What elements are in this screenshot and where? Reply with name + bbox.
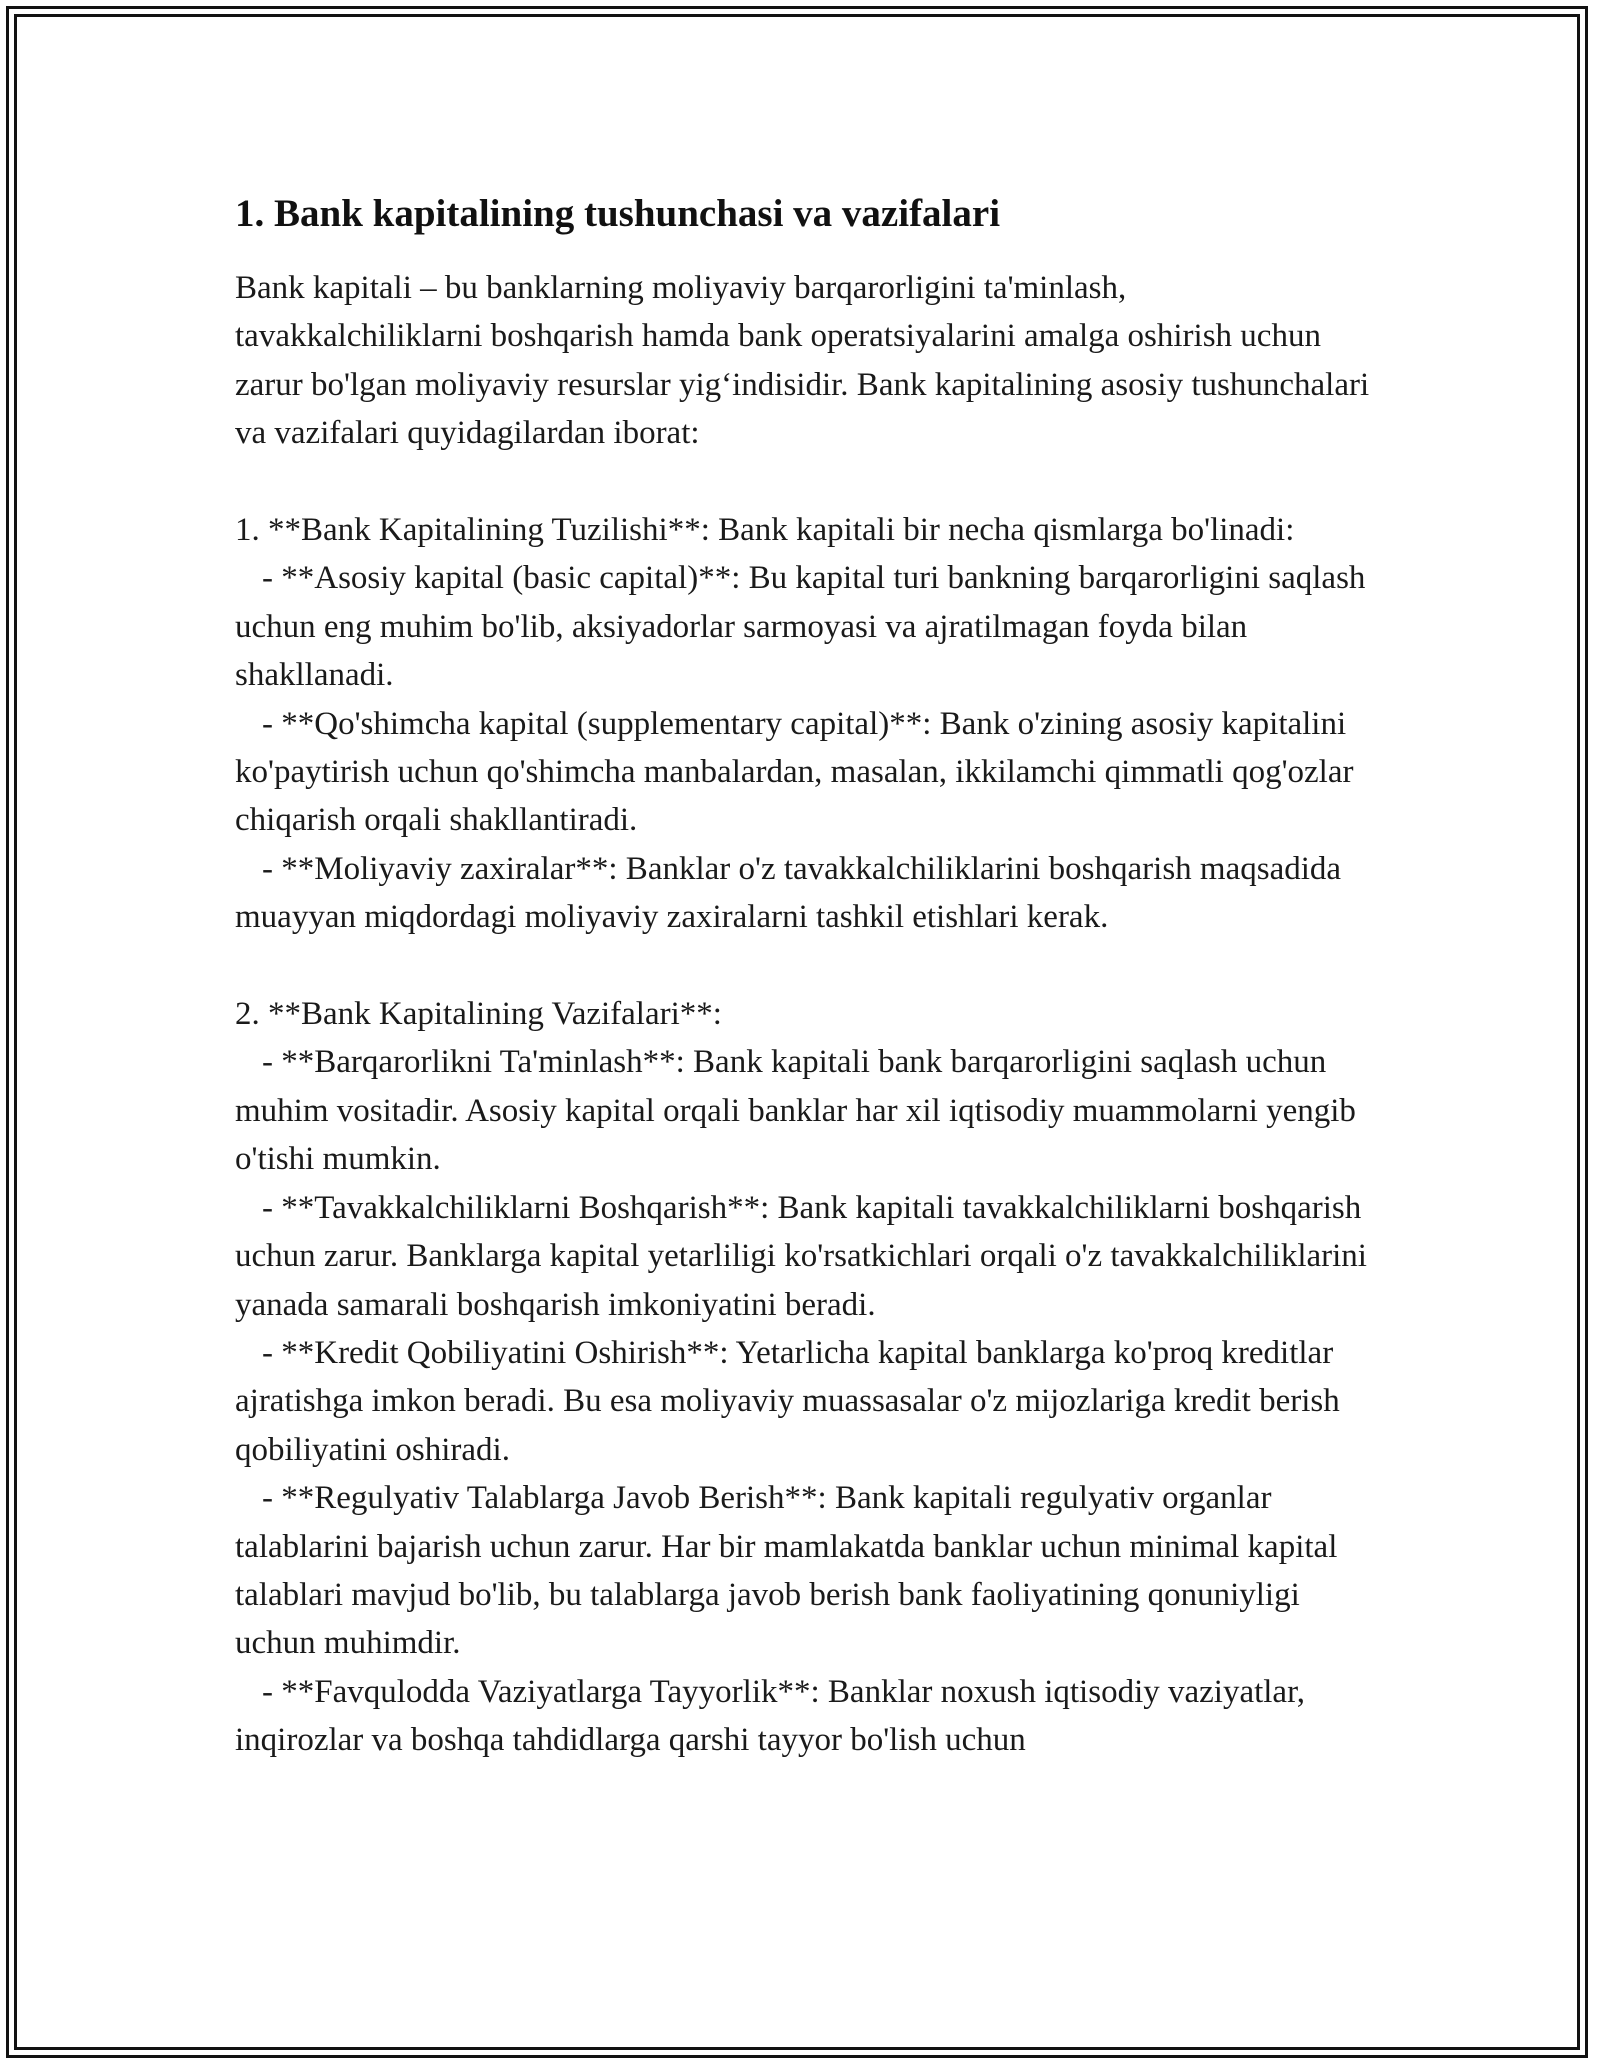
list-item-text: - **Moliyaviy zaxiralar**: Banklar o'z tavakkalchiliklarini boshqarish maqsadida muayyan miqdordagi moliyaviy zaxiralarni tashkil etishlari kerak. <box>235 850 1342 936</box>
list-item-text: - **Qo'shimcha kapital (supplementary capital)**: Bank o'zining asosiy kapitalini ko'paytirish uchun qo'shimcha manbalardan, masalan, ikkilamchi qimmatli qog'ozlar chiqarish orqali shakllantiradi. <box>235 705 1354 839</box>
list-item-text: - **Asosiy kapital (basic capital)**: Bu kapital turi bankning barqarorligini saqlash uchun eng muhim bo'lib, aksiyadorlar sarmoyasi va ajratilmagan foyda bilan shakllanadi. <box>235 560 1366 694</box>
list-item-text: - **Barqarorlikni Ta'minlash**: Bank kapitali bank barqarorligini saqlash uchun muhim vositadir. Asosiy kapital orqali banklar har xil iqtisodiy muammolarni yengib o'tishi mumkin. <box>235 1044 1356 1178</box>
document-body <box>235 186 1375 1765</box>
blank-line <box>235 458 1375 506</box>
list-item <box>235 1184 1375 1329</box>
list-item-text: - **Regulyativ Talablarga Javob Berish**: Bank kapitali regulyativ organlar talablarini bajarish uchun zarur. Har bir mamlakatda banklar uchun minimal kapital talablari mavjud bo'lib, bu talablarga javob berish bank faoliyatining qonuniyligi uchun muhimdir. <box>235 1480 1338 1662</box>
list-item <box>235 700 1375 845</box>
list-item <box>235 845 1375 942</box>
intro-paragraph: Bank kapitali – bu banklarning moliyaviy barqarorligini ta'minlash, tavakkalchiliklarni boshqarish hamda bank operatsiyalarini amalga oshirish uchun zarur bo'lgan moliyaviy resurslar yig‘indisidir. Bank kapitalining asosiy tushunchalari va vazifalari quyidagilardan iborat: <box>235 270 1370 452</box>
section1-title: 1. **Bank Kapitalining Tuzilishi**: Bank kapitali bir necha qismlarga bo'linadi: <box>235 512 1295 549</box>
list-item <box>235 1668 1375 1765</box>
list-item-text: - **Tavakkalchiliklarni Boshqarish**: Bank kapitali tavakkalchiliklarni boshqarish uchun zarur. Banklarga kapital yetarliligi ko'rsatkichlari orqali o'z tavakkalchiliklarini yanada samarali boshqarish imkoniyatini beradi. <box>235 1189 1367 1323</box>
list-item <box>235 554 1375 699</box>
section2-title: 2. **Bank Kapitalining Vazifalari**: <box>235 996 722 1033</box>
section-heading: 1. Bank kapitalining tushunchasi va vazifalari <box>235 192 1001 235</box>
list-item-text: - **Kredit Qobiliyatini Oshirish**: Yetarlicha kapital banklarga ko'proq kreditlar ajratishga imkon beradi. Bu esa moliyaviy muassasalar o'z mijozlariga kredit berish qobiliyatini oshiradi. <box>235 1334 1340 1468</box>
list-item <box>235 1038 1375 1183</box>
list-item-text: - **Favqulodda Vaziyatlarga Tayyorlik**: Banklar noxush iqtisodiy vaziyatlar, inqirozlar va boshqa tahdidlarga qarshi tayyor bo'lish uchun <box>235 1673 1305 1759</box>
list-item <box>235 1329 1375 1474</box>
blank-line <box>235 942 1375 990</box>
list-item <box>235 1474 1375 1668</box>
